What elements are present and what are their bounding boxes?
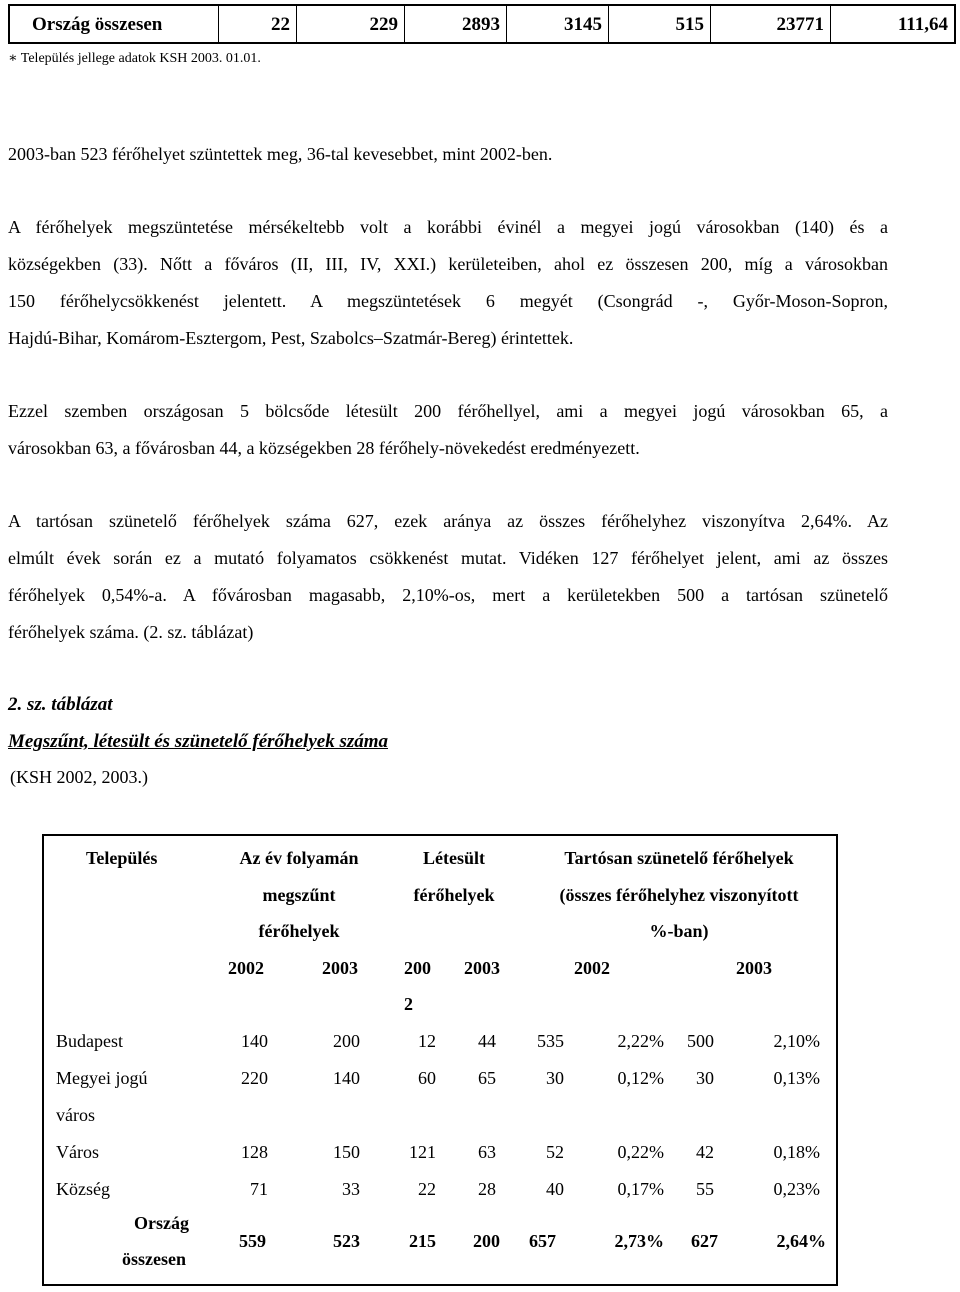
row-label: Város <box>56 1142 99 1162</box>
table-reference: 2. sz. táblázat <box>8 694 113 715</box>
row-label: Megyei jogú <box>56 1068 148 1088</box>
header-letesult: férőhelyek <box>413 885 495 905</box>
total-cell: 2,73% <box>614 1231 664 1251</box>
table-source: (KSH 2002, 2003.) <box>10 767 148 787</box>
paragraph-line: Ezzel szemben országosan 5 bölcsőde létesült 200 férőhellyel, ami a megyei jogú városokban 65, a <box>8 401 888 421</box>
table-cell: 150 <box>333 1142 360 1162</box>
row-label: Budapest <box>56 1031 123 1051</box>
table-cell: 0,22% <box>617 1142 664 1162</box>
paragraph-2 <box>8 209 888 357</box>
header-megszunt: megszűnt <box>262 885 336 905</box>
table-cell: 40 <box>546 1179 564 1199</box>
table-cell: 0,18% <box>773 1142 820 1162</box>
table-cell: 140 <box>241 1031 268 1051</box>
table-cell: 30 <box>696 1068 714 1088</box>
table-cell: 52 <box>546 1142 564 1162</box>
paragraph-3 <box>8 393 888 467</box>
data-table <box>42 834 838 1286</box>
paragraph-line: 150 férőhelycsökkenést jelentett. A megszüntetések 6 megyét (Csongrád -, Győr-Moson-Sopron, <box>8 291 888 311</box>
table-cell: 500 <box>687 1031 714 1051</box>
total-cell: 200 <box>473 1231 500 1251</box>
table-cell: 128 <box>241 1142 268 1162</box>
header-telepules: Település <box>86 848 158 868</box>
table-cell: 71 <box>250 1179 268 1199</box>
paragraph-line: városokban 63, a fővárosban 44, a községekben 28 férőhely-növekedést eredményezett. <box>8 438 640 458</box>
year-label: 200 <box>404 958 431 978</box>
paragraph-line: férőhelyek száma. (2. sz. táblázat) <box>8 622 254 642</box>
year-label: 2002 <box>574 958 610 978</box>
paragraph-line: községekben (33). Nőtt a főváros (II, III, IV, XXI.) kerületeiben, ahol ez összesen 200, míg a városokban <box>8 254 888 274</box>
total-cell: 627 <box>691 1231 718 1251</box>
paragraph-line: elmúlt évek során ez a mutató folyamatos csökkenést mutat. Vidéken 127 férőhelyet jelent, ami az összes <box>8 548 888 568</box>
table-cell: 0,23% <box>773 1179 820 1199</box>
header-tartosan: Tartósan szünetelő férőhelyek <box>564 848 794 868</box>
table-cell: 535 <box>537 1031 564 1051</box>
header-letesult: Létesült <box>423 848 485 868</box>
year-label: 2003 <box>736 958 772 978</box>
paragraph-line: A férőhelyek megszüntetése mérsékeltebb volt a korábbi évinél a megyei jogú városokban (140) és a <box>8 217 888 237</box>
year-label: 2002 <box>228 958 264 978</box>
paragraph-line: férőhelyek 0,54%-a. A fővárosban magasabb, 2,10%-os, mert a kerületekben 500 a tartósan szünetelő <box>8 585 888 605</box>
table-cell: 121 <box>409 1142 436 1162</box>
total-cell: 559 <box>239 1231 266 1251</box>
paragraph-line: A tartósan szünetelő férőhelyek száma 627, ezek aránya az összes férőhelyhez viszonyítva 2,64%. Az <box>8 511 888 531</box>
table-cell: 42 <box>696 1142 714 1162</box>
total-label: Ország <box>134 1213 189 1233</box>
year-label: 2 <box>404 994 413 1014</box>
table-cell: 60 <box>418 1068 436 1088</box>
summary-label: Ország összesen <box>32 14 163 35</box>
paragraph-1 <box>8 136 888 173</box>
total-label: összesen <box>122 1249 186 1269</box>
table-cell: 2,10% <box>773 1031 820 1051</box>
summary-table <box>8 4 956 44</box>
summary-cell: 111,64 <box>830 6 954 42</box>
header-megszunt: Az év folyamán <box>239 848 359 868</box>
table-cell: 44 <box>478 1031 496 1051</box>
table-title: Megszűnt, létesült és szünetelő férőhelyek száma <box>8 731 389 752</box>
table-cell: 0,17% <box>617 1179 664 1199</box>
table-cell: 0,12% <box>617 1068 664 1088</box>
total-cell: 2,64% <box>776 1231 826 1251</box>
summary-cell: 515 <box>608 6 710 42</box>
total-cell: 657 <box>529 1231 556 1251</box>
paragraph-line: Hajdú-Bihar, Komárom-Esztergom, Pest, Szabolcs–Szatmár-Bereg) érintettek. <box>8 328 574 348</box>
summary-cell: 229 <box>296 6 404 42</box>
header-megszunt: férőhelyek <box>258 921 340 941</box>
table-cell: 65 <box>478 1068 496 1088</box>
year-label: 2003 <box>464 958 500 978</box>
table-cell: 63 <box>478 1142 496 1162</box>
table-cell: 200 <box>333 1031 360 1051</box>
table-cell: 12 <box>418 1031 436 1051</box>
total-cell: 523 <box>333 1231 360 1251</box>
year-label: 2003 <box>322 958 358 978</box>
table-cell: 30 <box>546 1068 564 1088</box>
summary-cell: 3145 <box>506 6 608 42</box>
footnote: ∗ Település jellege adatok KSH 2003. 01.01. <box>8 51 261 66</box>
header-tartosan: %-ban) <box>649 921 709 941</box>
row-label: város <box>56 1105 95 1125</box>
header-tartosan: (összes férőhelyhez viszonyított <box>559 885 799 905</box>
table-cell: 220 <box>241 1068 268 1088</box>
table-cell: 22 <box>418 1179 436 1199</box>
row-label: Község <box>56 1179 110 1199</box>
table-cell: 140 <box>333 1068 360 1088</box>
summary-cell: 23771 <box>710 6 830 42</box>
paragraph-4 <box>8 503 888 651</box>
table-cell: 33 <box>342 1179 360 1199</box>
table-cell: 28 <box>478 1179 496 1199</box>
summary-cell: 22 <box>218 6 296 42</box>
table-cell: 0,13% <box>773 1068 820 1088</box>
summary-cell: 2893 <box>404 6 506 42</box>
table-cell: 55 <box>696 1179 714 1199</box>
table-cell: 2,22% <box>617 1031 664 1051</box>
total-cell: 215 <box>409 1231 436 1251</box>
paragraph-line: 2003-ban 523 férőhelyet szüntettek meg, 36-tal kevesebbet, mint 2002-ben. <box>8 144 553 164</box>
